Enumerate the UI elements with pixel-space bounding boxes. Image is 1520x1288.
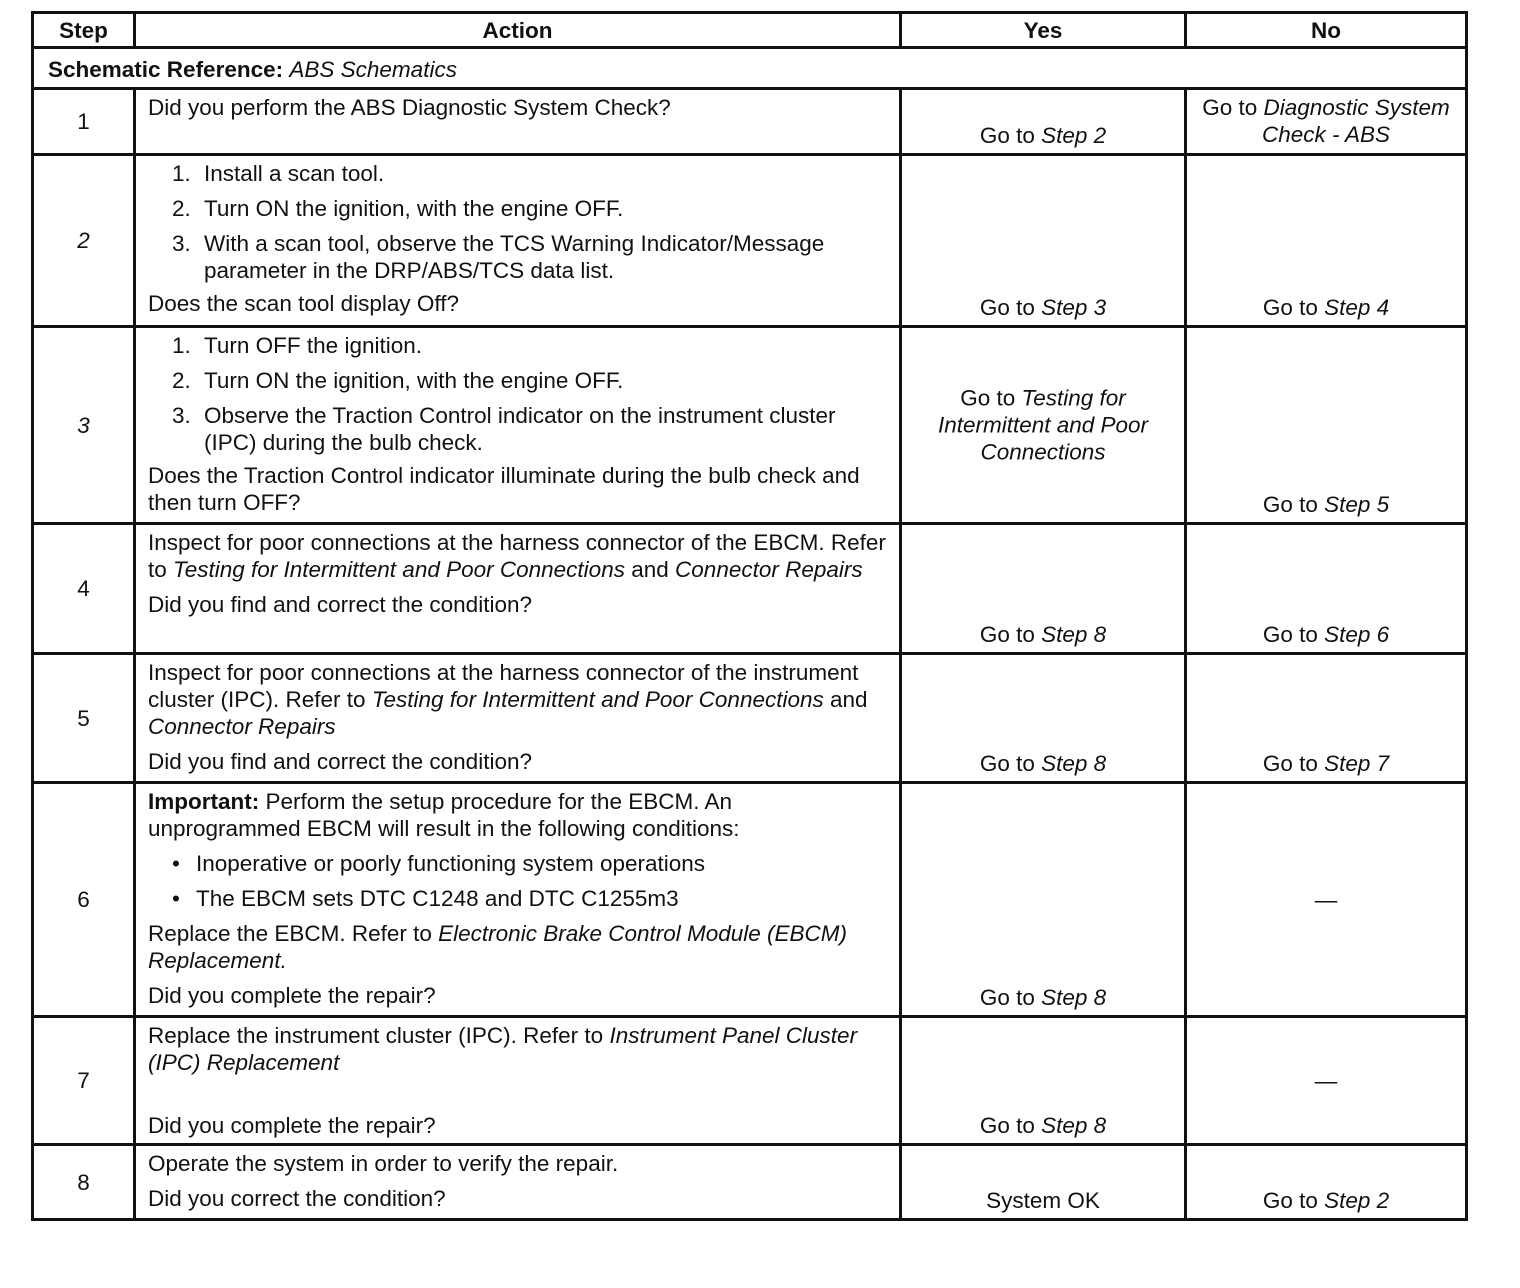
no-cell — [1186, 89, 1467, 155]
no-answer[interactable] — [1187, 1187, 1465, 1214]
go-to-label: Go to — [979, 295, 1035, 320]
action-text: Operate the system in order to verify the repair. — [148, 1151, 619, 1176]
yes-cell — [901, 89, 1186, 155]
important-note: Important: Perform the setup procedure for the EBCM. An unprogrammed EBCM will result in the following conditions: — [148, 789, 740, 841]
action-cell — [135, 89, 901, 155]
table-row — [33, 155, 1467, 327]
list-item: 2. Turn ON the ignition, with the engine OFF. — [172, 368, 624, 393]
action-text: Replace the instrument cluster (IPC). Refer to Instrument Panel Cluster (IPC) Replacement — [148, 1023, 858, 1075]
no-answer-dash: — — [1314, 887, 1338, 912]
no-answer[interactable] — [1187, 621, 1465, 648]
list-item: 1. Install a scan tool. — [172, 161, 385, 186]
yes-cell — [901, 654, 1186, 783]
yes-answer[interactable] — [902, 122, 1184, 149]
yes-cell — [901, 327, 1186, 524]
no-cell — [1186, 1145, 1467, 1220]
list-item: 1. Turn OFF the ignition. — [172, 333, 423, 358]
action-text: Replace the EBCM. Refer to Electronic Brake Control Module (EBCM) Replacement. — [148, 921, 848, 973]
no-cell — [1186, 155, 1467, 327]
schematic-reference-row — [33, 48, 1467, 89]
action-question: Did you complete the repair? — [148, 983, 436, 1008]
yes-answer[interactable] — [902, 294, 1184, 321]
go-to-label: Go to — [979, 1113, 1035, 1138]
action-steps-list — [148, 332, 889, 456]
table-row — [33, 327, 1467, 524]
yes-cell — [901, 1017, 1186, 1145]
no-cell — [1186, 783, 1467, 1017]
action-question: Did you find and correct the condition? — [148, 592, 532, 617]
schematic-reference-link[interactable]: ABS Schematics — [289, 56, 457, 82]
list-item: • The EBCM sets DTC C1248 and DTC C1255m3 — [172, 886, 679, 911]
reference-link[interactable]: Connector Repairs — [675, 557, 863, 582]
yes-answer[interactable] — [902, 984, 1184, 1011]
action-cell — [135, 654, 901, 783]
reference-link[interactable]: Instrument Panel Cluster (IPC) Replacement — [148, 1023, 858, 1075]
no-target-link[interactable]: Diagnostic System Check - ABS — [1262, 95, 1450, 147]
table-row — [33, 89, 1467, 155]
action-steps-list — [148, 160, 889, 284]
header-no: No — [1186, 13, 1467, 48]
header-action: Action — [135, 13, 901, 48]
no-cell — [1186, 654, 1467, 783]
go-to-label: Go to — [979, 622, 1035, 647]
go-to-label: Go to — [1262, 751, 1318, 776]
step-number: 5 — [33, 654, 135, 783]
yes-cell — [901, 155, 1186, 327]
step-number: 7 — [33, 1017, 135, 1145]
go-to-label: Go to — [1262, 295, 1318, 320]
reference-link[interactable]: Electronic Brake Control Module (EBCM) Replacement. — [148, 921, 848, 973]
yes-target-link[interactable]: Step 8 — [1041, 1113, 1107, 1138]
yes-answer[interactable] — [902, 1112, 1184, 1139]
yes-answer[interactable] — [902, 750, 1184, 777]
yes-target-link[interactable]: Step 3 — [1041, 295, 1107, 320]
go-to-label: Go to — [960, 385, 1016, 411]
schematic-reference-label: Schematic Reference: — [48, 56, 284, 82]
step-number: 8 — [33, 1145, 135, 1220]
yes-cell — [901, 783, 1186, 1017]
action-cell — [135, 1145, 901, 1220]
no-answer-dash: — — [1314, 1068, 1338, 1093]
yes-target-link[interactable]: Testing for Intermittent and Poor Connections — [937, 385, 1149, 465]
schematic-reference — [33, 48, 1467, 89]
yes-answer: System OK — [986, 1188, 1100, 1213]
no-target-link[interactable]: Step 4 — [1324, 295, 1390, 320]
no-target-link[interactable]: Step 2 — [1324, 1188, 1390, 1213]
step-number: 2 — [33, 155, 135, 327]
list-item: 3. With a scan tool, observe the TCS Warning Indicator/Message parameter in the DRP/ABS/TCS data list. — [172, 231, 825, 283]
yes-answer[interactable] — [902, 621, 1184, 648]
table-row — [33, 783, 1467, 1017]
step-number: 4 — [33, 524, 135, 654]
yes-answer[interactable] — [902, 385, 1184, 466]
go-to-label: Go to — [979, 751, 1035, 776]
no-answer[interactable] — [1187, 750, 1465, 777]
table-row — [33, 524, 1467, 654]
reference-link[interactable]: Connector Repairs — [148, 714, 336, 739]
table-row — [33, 1017, 1467, 1145]
header-step: Step — [33, 13, 135, 48]
no-cell — [1186, 524, 1467, 654]
list-item: 3. Observe the Traction Control indicator on the instrument cluster (IPC) during the bulb check. — [172, 403, 836, 455]
action-text: Inspect for poor connections at the harness connector of the instrument cluster (IPC). Refer to Testing for Intermittent and Poor Connections and Connector Repairs — [148, 660, 868, 739]
action-question: Does the scan tool display Off? — [148, 291, 460, 316]
yes-target-link[interactable]: Step 2 — [1041, 123, 1107, 148]
no-cell — [1186, 1017, 1467, 1145]
action-cell — [135, 155, 901, 327]
step-number: 1 — [33, 89, 135, 155]
header-row — [33, 13, 1467, 48]
no-answer[interactable] — [1187, 294, 1465, 321]
list-item: • Inoperative or poorly functioning system operations — [172, 851, 706, 876]
reference-link[interactable]: Testing for Intermittent and Poor Connections — [371, 687, 824, 712]
table-row — [33, 654, 1467, 783]
no-answer[interactable] — [1187, 94, 1465, 148]
diagnostic-table — [31, 11, 1468, 1221]
action-text: Inspect for poor connections at the harness connector of the EBCM. Refer to Testing for Intermittent and Poor Connections and Connector Repairs — [148, 530, 886, 582]
no-target-link[interactable]: Step 6 — [1324, 622, 1390, 647]
yes-cell — [901, 1145, 1186, 1220]
go-to-label: Go to — [979, 985, 1035, 1010]
reference-link[interactable]: Testing for Intermittent and Poor Connections — [173, 557, 625, 582]
step-number: 3 — [33, 327, 135, 524]
no-answer[interactable] — [1187, 491, 1465, 518]
go-to-label: Go to — [979, 123, 1035, 148]
action-cell — [135, 783, 901, 1017]
action-question: Did you correct the condition? — [148, 1186, 446, 1211]
action-cell — [135, 524, 901, 654]
action-question: Does the Traction Control indicator illuminate during the bulb check and then turn OFF? — [148, 463, 860, 515]
important-label: Important: — [148, 789, 260, 814]
yes-target-link[interactable]: Step 8 — [1041, 985, 1107, 1010]
yes-cell — [901, 524, 1186, 654]
no-target-link[interactable]: Step 5 — [1324, 492, 1390, 517]
yes-target-link[interactable]: Step 8 — [1041, 622, 1107, 647]
list-item: 2. Turn ON the ignition, with the engine OFF. — [172, 196, 624, 221]
no-cell — [1186, 327, 1467, 524]
go-to-label: Go to — [1262, 492, 1318, 517]
action-question: Did you complete the repair? — [148, 1113, 436, 1138]
action-question: Did you find and correct the condition? — [148, 749, 532, 774]
go-to-label: Go to — [1262, 1188, 1318, 1213]
action-cell — [135, 1017, 901, 1145]
action-cell — [135, 327, 901, 524]
action-question: Did you perform the ABS Diagnostic System Check? — [148, 95, 671, 120]
go-to-label: Go to — [1262, 622, 1318, 647]
conditions-list — [148, 850, 889, 912]
yes-target-link[interactable]: Step 8 — [1041, 751, 1107, 776]
header-yes: Yes — [901, 13, 1186, 48]
table-row — [33, 1145, 1467, 1220]
go-to-label: Go to — [1202, 95, 1258, 120]
step-number: 6 — [33, 783, 135, 1017]
no-target-link[interactable]: Step 7 — [1324, 751, 1390, 776]
